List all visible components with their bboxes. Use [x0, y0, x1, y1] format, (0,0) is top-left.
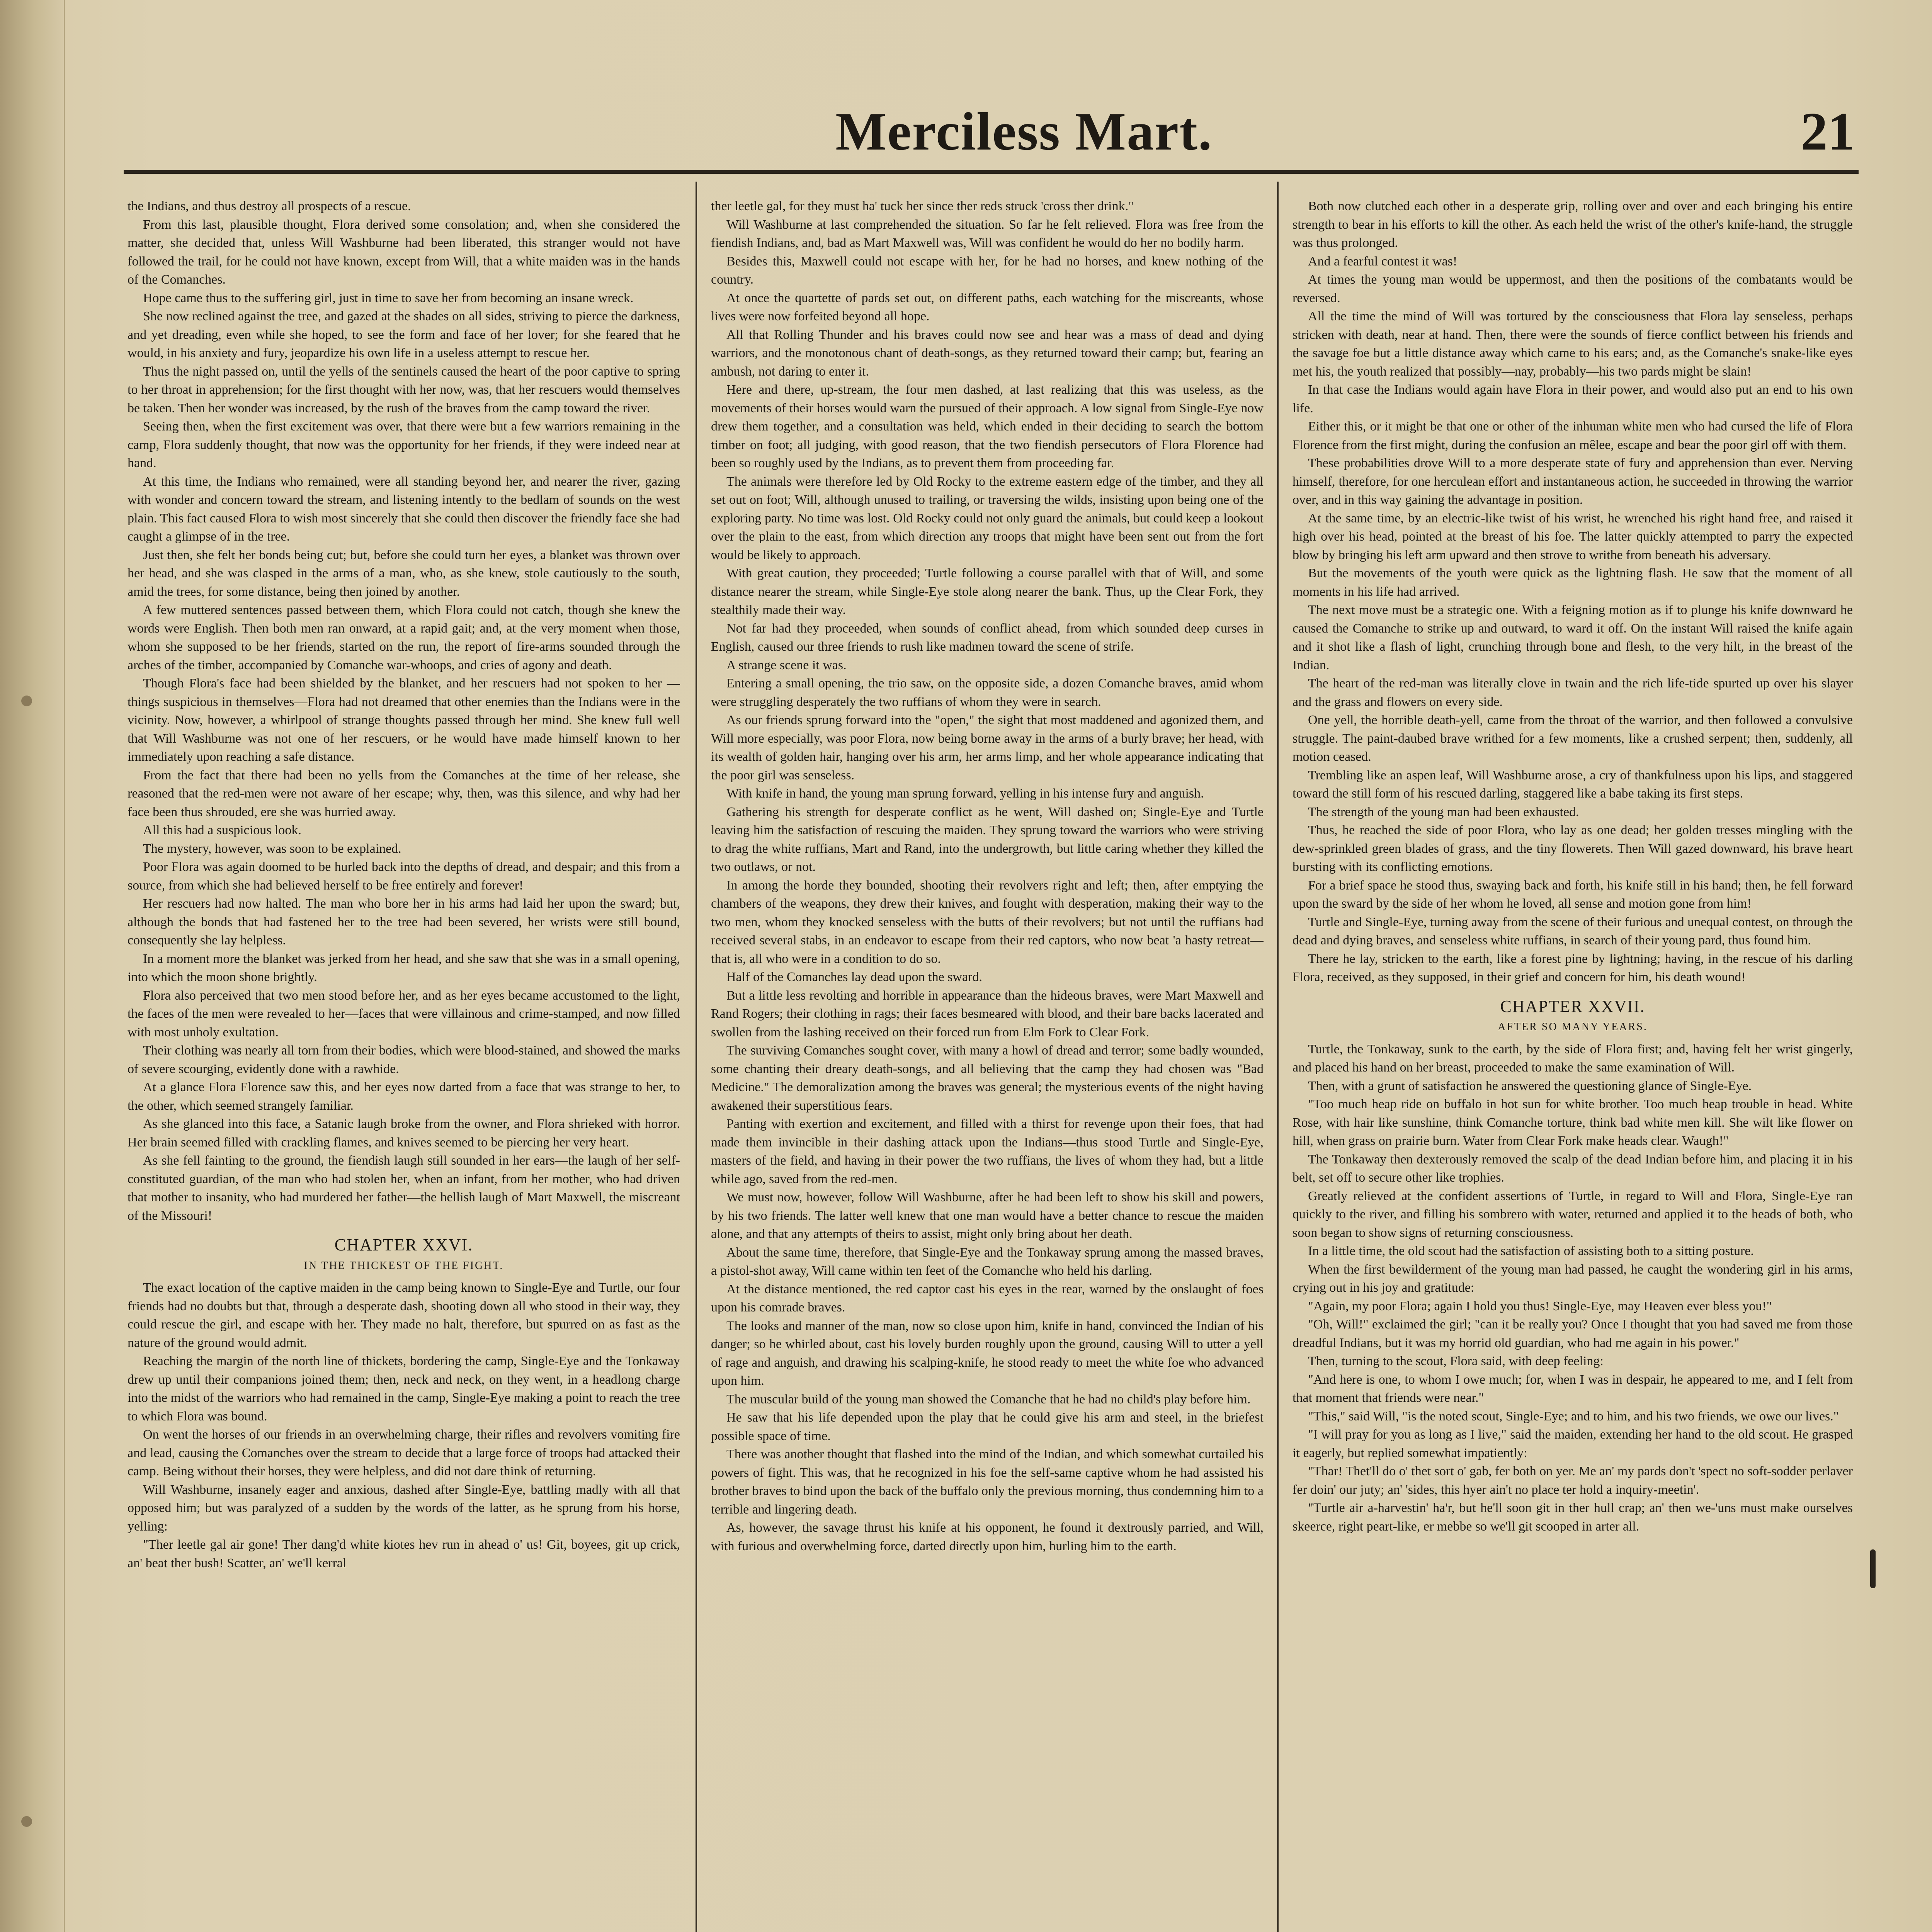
paragraph: For a brief space he stood thus, swaying back and forth, his knife still in his hand; then, he fell forward upon the sward by the side of her whom he loved, all sense and motion gone from him!: [1293, 878, 1853, 911]
paragraph: Half of the Comanches lay dead upon the sward.: [726, 970, 982, 984]
chapter-subheading: AFTER SO MANY YEARS.: [1498, 1021, 1648, 1033]
paragraph: Here and there, up-stream, the four men dashed, at last realizing that this was useless, as the movements of their horses would warn the pursued of their approach. A low signal from Single-Eye now drew them together, and a consultation was held, which ended in their deciding to search the bottom timber on foot; all judging, with good reason, that the two fiendish persecutors of Flora Florence had been so roughly used by the Indians, as to prevent them from proceeding far.: [711, 383, 1264, 470]
paragraph: There was another thought that flashed into the mind of the Indian, and which somewhat curtailed his powers of fight. This was, that he recognized in his foe the self-same captive whom he had assisted his brother braves to bind upon the back of the buffalo only the previous morning, thus condemning him to a terrible and lingering death.: [711, 1447, 1264, 1517]
paragraph: Both now clutched each other in a desperate grip, rolling over and over and each bringing his entire strength to bear in his efforts to kill the other. As each held the wrist of the other's knife-hand, the struggle was thus prolonged.: [1293, 199, 1853, 250]
binding-hole: [21, 696, 32, 706]
chapter-subheading: IN THE THICKEST OF THE FIGHT.: [304, 1259, 504, 1272]
paragraph: As, however, the savage thrust his knife at his opponent, he found it dextrously parried, and Will, with furious and overwhelming force, darted directly upon him, hurling him to the earth.: [711, 1520, 1264, 1553]
paragraph: "Thar! Thet'll do o' thet sort o' gab, fer both on yer. Me an' my pards don't 'spect no soft-sodder perlaver fer doin' our juty; an' 'sides, this hyer ain't no place ter hold a inquiry-meetin'.: [1293, 1464, 1853, 1497]
paragraph: At the same time, by an electric-like twist of his wrist, he wrenched his right hand free, and raised it high over his head, pointed at the breast of his foe. The latter quickly attempted to parry the expected blow by bringing his left arm upward and then strove to writhe from beneath his adversary.: [1293, 511, 1853, 562]
paragraph: Will Washburne, insanely eager and anxious, dashed after Single-Eye, battling madly with all that opposed him; but was paralyzed of a sudden by the words of the latter, as he sprung from his horse, yelling:: [128, 1482, 680, 1534]
paragraph: From this last, plausible thought, Flora derived some consolation; and, when she considered the matter, she decided that, unless Will Washburne had been liberated, this stranger would not have followed the trail, for he could not have known, except from Will, that a white maiden was in the hands of the Comanches.: [128, 217, 680, 287]
paragraph: In among the horde they bounded, shooting their revolvers right and left; then, after emptying the chambers of the weapons, they drew their knives, and fought with desperation, making their way to the two men, whom they knocked senseless with the butts of their revolvers; but not until the ruffians had received several stabs, in an endeavor to escape from their red captors, who now beat 'a hasty retreat—that is, all who were in a condition to do so.: [711, 878, 1264, 966]
paragraph: Turtle and Single-Eye, turning away from the scene of their furious and unequal contest, on through the dead and dying braves, and senseless white ruffians, in search of their young pard, thus found him.: [1293, 915, 1853, 947]
paragraph: Entering a small opening, the trio saw, on the opposite side, a dozen Comanche braves, amid whom were struggling desperately the two ruffians of whom they were in search.: [711, 676, 1264, 709]
page-number: 21: [1801, 102, 1855, 162]
column-divider: [1277, 182, 1279, 1932]
paragraph: All the time the mind of Will was tortured by the consciousness that Flora lay senseless, perhaps stricken with death, near at hand. Then, there were the sounds of fierce conflict between his friends and the savage foe but a little distance away which came to his ears; and, as the Comanche's snake-like eyes met his, the youth realized that possibly—nay, probably—his two pards might be slain!: [1293, 309, 1853, 379]
paragraph: Either this, or it might be that one or other of the inhuman white men who had cursed the life of Flora Florence from the first might, during the confusion an mêlee, escape and bear the poor girl off with them.: [1293, 419, 1853, 452]
paragraph: A strange scene it was.: [726, 658, 847, 672]
paragraph: The muscular build of the young man showed the Comanche that he had no child's play before him.: [726, 1392, 1251, 1406]
paragraph: The Tonkaway then dexterously removed the scalp of the dead Indian before him, and placing it in his belt, set off to secure other like trophies.: [1293, 1152, 1853, 1185]
paragraph: Greatly relieved at the confident assertions of Turtle, in regard to Will and Flora, Single-Eye ran quickly to the river, and filling his sombrero with water, returned and applied it to the heads of both, who soon began to show signs of returning consciousness.: [1293, 1189, 1853, 1240]
chapter-heading: CHAPTER XXVII.: [1500, 997, 1645, 1016]
binding-hole: [21, 1816, 32, 1827]
paragraph: Not far had they proceeded, when sounds of conflict ahead, from which sounded deep curses in English, caused our three friends to rush like madmen toward the scene of strife.: [711, 621, 1264, 654]
paragraph: "This," said Will, "is the noted scout, Single-Eye; and to him, and his two friends, we owe our lives.": [1308, 1409, 1839, 1423]
paragraph: And a fearful contest it was!: [1308, 254, 1458, 269]
paragraph: One yell, the horrible death-yell, came from the throat of the warrior, and then followed a convulsive struggle. The paint-daubed brave writhed for a few moments, like a crushed serpent; then, suddenly, all motion ceased.: [1293, 713, 1853, 764]
paragraph: The exact location of the captive maiden in the camp being known to Single-Eye and Turtle, our four friends had no doubts but that, through a desperate dash, shooting down all who stood in their way, they could rescue the girl, and escape with her. They made no halt, therefore, but spurred on as fast as the nature of the ground would admit.: [128, 1281, 680, 1350]
paragraph: "Oh, Will!" exclaimed the girl; "can it be really you? Once I thought that you had saved me from those dreadful Indians, but it was my horrid old guardian, who had me again in his power.": [1293, 1317, 1853, 1350]
paragraph: Their clothing was nearly all torn from their bodies, which were blood-stained, and showed the marks of severe scourging, evidently done with a rawhide.: [128, 1043, 680, 1076]
text-column-1: [128, 197, 680, 1932]
paragraph: Flora also perceived that two men stood before her, and as her eyes became accustomed to the light, the faces of the men were revealed to her—faces that were villainous and crime-stamped, and now filled with most unholy exultation.: [128, 988, 680, 1039]
paragraph: Gathering his strength for desperate conflict as he went, Will dashed on; Single-Eye and Turtle leaving him the satisfaction of rescuing the maiden. They sprung toward the warriors who were striving to drag the white ruffians, Mart and Rand, into the undergrowth, but little caring whether they killed the two outlaws, or not.: [711, 804, 1264, 874]
paragraph: The next move must be a strategic one. With a feigning motion as if to plunge his knife downward he caused the Comanche to strike up and outward, to ward it off. On the instant Will raised the knife again and it shot like a flash of light, crunching through bone and flesh, to the very hilt, in the breast of the Indian.: [1293, 603, 1853, 672]
paragraph: Then, with a grunt of satisfaction he answered the questioning glance of Single-Eye.: [1308, 1078, 1752, 1093]
paragraph: Panting with exertion and excitement, and filled with a thirst for revenge upon their foes, that had made them invincible in their dashing attack upon the Indians—thus stood Turtle and Single-Eye, masters of the field, and having in their power the two ruffians, the lives of whom they had, but a little while ago, saved from the red-men.: [711, 1117, 1264, 1186]
paragraph: Hope came thus to the suffering girl, just in time to save her from becoming an insane wreck.: [143, 291, 634, 305]
paragraph: As our friends sprung forward into the "open," the sight that most maddened and agonized them, and Will more especially, was poor Flora, now being borne away in the arms of a burly brave; her head, with its wealth of golden hair, hanging over his arm, her arms limp, and her whole appearance indicating that the poor girl was senseless.: [711, 713, 1264, 782]
paragraph: The heart of the red-man was literally clove in twain and the rich life-tide spurted up over his slayer and the grass and flowers on every side.: [1293, 676, 1853, 709]
paragraph: Poor Flora was again doomed to be hurled back into the depths of dread, and despair; and this from a source, from which she had believed herself to be free entirely and forever!: [128, 860, 680, 893]
paragraph: "Turtle air a-harvestin' ha'r, but he'll soon git in ther hull crap; an' then we-'uns must make ourselves skeerce, right peart-like, er mebbe so we'll git scooped in arter all.: [1293, 1501, 1853, 1534]
paragraph: "And here is one, to whom I owe much; for, when I was in despair, he appeared to me, and I felt from that moment that friends were near.": [1293, 1372, 1853, 1405]
header-rule: [124, 170, 1859, 174]
paragraph: "Ther leetle gal air gone! Ther dang'd white kiotes hev run in ahead o' us! Git, boyees, git up crick, an' beat ther bush! Scatter, an' we'll kerral: [128, 1537, 680, 1570]
paragraph: But the movements of the youth were quick as the lightning flash. He saw that the moment of all moments in his life had arrived.: [1293, 566, 1853, 599]
paragraph: From the fact that there had been no yells from the Comanches at the time of her release, she reasoned that the red-men were not aware of her escape; why, then, was this silence, and why had her face been thus shrouded, ere she was hurried away.: [128, 768, 680, 819]
page-header-title: Merciless Mart.: [835, 102, 1213, 162]
paragraph: "I will pray for you as long as I live," said the maiden, extending her hand to the old scout. He grasped it eagerly, but replied somewhat impatiently:: [1293, 1427, 1853, 1460]
paragraph: At a glance Flora Florence saw this, and her eyes now darted from a face that was strange to her, to the other, which seemed strangely familiar.: [128, 1080, 680, 1113]
paragraph: "Again, my poor Flora; again I hold you thus! Single-Eye, may Heaven ever bless you!": [1308, 1299, 1772, 1313]
paragraph: Will Washburne at last comprehended the situation. So far he felt relieved. Flora was free from the fiendish Indians, and, bad as Mart Maxwell was, Will was confident he would do her no bodily harm.: [711, 217, 1264, 250]
chapter-heading: CHAPTER XXVI.: [334, 1235, 473, 1254]
paragraph: All this had a suspicious look.: [143, 823, 301, 837]
paragraph: The strength of the young man had been exhausted.: [1308, 804, 1579, 819]
ink-mark: [1870, 1549, 1876, 1588]
paragraph: At this time, the Indians who remained, were all standing beyond her, and nearer the river, gazing with wonder and concern toward the stream, and listening intently to the bedlam of sounds on the west plain. This fact caused Flora to wish most sincerely that she could then discover the friendly face she had caught a glimpse of in the tree.: [128, 474, 680, 544]
paragraph: As she fell fainting to the ground, the fiendish laugh still sounded in her ears—the laugh of her self-constituted guardian, of the man who had stolen her, when an infant, from her mother, who had driven that mother to insanity, who had murdered her father—the hellish laugh of Mart Maxwell, the miscreant of the Missouri!: [128, 1153, 680, 1223]
paragraph: As she glanced into this face, a Satanic laugh broke from the owner, and Flora shrieked with horror. Her brain seemed filled with crackling flames, and knives seemed to be piercing her very heart.: [128, 1117, 680, 1150]
paragraph: "Too much heap ride on buffalo in hot sun for white brother. Too much heap trouble in head. White Rose, with hair like sunshine, think Comanche torture, think bad white men kill. She wilt like flower on hill, when grass on prairie burn. Water from Clear Fork make heads clear. Waugh!": [1293, 1097, 1853, 1148]
paragraph: At times the young man would be uppermost, and then the positions of the combatants would be reversed.: [1293, 272, 1853, 305]
paragraph: All that Rolling Thunder and his braves could now see and hear was a mass of dead and dying warriors, and the monotonous chant of death-songs, as they returned toward their camp; but, fearing an ambush, not daring to enter it.: [711, 327, 1264, 379]
paragraph: Besides this, Maxwell could not escape with her, for he had no horses, and knew nothing of the country.: [711, 254, 1264, 287]
paragraph: But a little less revolting and horrible in appearance than the hideous braves, were Mart Maxwell and Rand Rogers; their clothing in rags; their faces besmeared with blood, and their bare backs lacerated and swollen from the lashing received on their forced run from Elm Fork to Clear Fork.: [711, 988, 1264, 1039]
paragraph: Thus, he reached the side of poor Flora, who lay as one dead; her golden tresses mingling with the dew-sprinkled green blades of grass, and the tiny flowerets. Then Will gazed downward, his brave heart bursting with its conflicting emotions.: [1293, 823, 1853, 874]
paragraph: Seeing then, when the first excitement was over, that there were but a few warriors remaining in the camp, Flora suddenly thought, that now was the opportunity for her friends, if they were indeed near at hand.: [128, 419, 680, 470]
paragraph: A few muttered sentences passed between them, which Flora could not catch, though she knew the words were English. Then both men ran onward, at a rapid gait; and, at the very moment when those, whom she supposed to be her friends, started on the run, the report of fire-arms sounded through the arches of the timber, accompanied by Comanche war-whoops, and cries of agony and death.: [128, 603, 680, 672]
paragraph: The surviving Comanches sought cover, with many a howl of dread and terror; some badly wounded, some chanting their dreary death-songs, and all believing that the camp they had chosen was "Bad Medicine." The demoralization among the braves was general; the mysterious events of the night having awakened their superstitious fears.: [711, 1043, 1264, 1113]
paragraph: Her rescuers had now halted. The man who bore her in his arms had laid her upon the sward; but, although the bonds that had fastened her to the tree had been severed, her wrists were still bound, consequently she lay helpless.: [128, 896, 680, 947]
paragraph: With great caution, they proceeded; Turtle following a course parallel with that of Will, and some distance nearer the stream, while Single-Eye stole along nearer the bank. Thus, up the Clear Fork, they stealthily made their way.: [711, 566, 1264, 617]
paragraph: Just then, she felt her bonds being cut; but, before she could turn her eyes, a blanket was thrown over her head, and she was clasped in the arms of a man, who, as she knew, stole cautiously to the south, amid the trees, for some distance, being then joined by another.: [128, 548, 680, 599]
paragraph: About the same time, therefore, that Single-Eye and the Tonkaway sprung among the massed braves, a pistol-shot away, Will came within ten feet of the Comanche who held his darling.: [711, 1245, 1264, 1278]
paragraph: On went the horses of our friends in an overwhelming charge, their rifles and revolvers vomiting fire and lead, causing the Comanches over the stream to decide that a large force of troops had attacked their camp. Being without their horses, they were helpless, and did not dare think of returning.: [128, 1427, 680, 1478]
paragraph: When the first bewilderment of the young man had passed, he caught the wondering girl in his arms, crying out in his joy and gratitude:: [1293, 1262, 1853, 1295]
paragraph: Reaching the margin of the north line of thickets, bordering the camp, Single-Eye and the Tonkaway drew up until their companions joined them; then, neck and neck, on they went, in a headlong charge into the midst of the warriors who had remained in the camp, Single-Eye making a point to reach the tree to which Flora was bound.: [128, 1354, 680, 1423]
paragraph: With knife in hand, the young man sprung forward, yelling in his intense fury and anguish.: [726, 786, 1204, 801]
text-column-3: [1293, 197, 1853, 1932]
paragraph: In that case the Indians would again have Flora in their power, and would also put an end to his own life.: [1293, 383, 1853, 415]
paragraph: The looks and manner of the man, now so close upon him, knife in hand, convinced the Indian of his danger; so he whirled about, cast his lovely burden roughly upon the ground, causing Will to utter a yell of rage and anguish, and drawing his scalping-knife, he stood ready to meet the white foe who advanced upon him.: [711, 1318, 1264, 1388]
paragraph: At the distance mentioned, the red captor cast his eyes in the rear, warned by the onslaught of foes upon his comrade braves.: [711, 1282, 1264, 1315]
paragraph: ther leetle gal, for they must ha' tuck her since ther reds struck 'cross ther drink.": [711, 199, 1134, 213]
paragraph: Turtle, the Tonkaway, sunk to the earth, by the side of Flora first; and, having felt her wrist gingerly, and placed his hand on her breast, proceeded to make the same examination of Will.: [1293, 1042, 1853, 1075]
paragraph: Though Flora's face had been shielded by the blanket, and her rescuers had not spoken to her — things suspicious in themselves—Flora had not dreamed that other enemies than the Indians were in the vicinity. Now, however, a whirlpool of strange thoughts passed through her mind. She knew full well that Will Washburne was not one of her rescuers, or he would have made himself known to her immediately upon reaching a safe distance.: [128, 676, 680, 764]
text-column-2: [711, 197, 1264, 1932]
paragraph: In a moment more the blanket was jerked from her head, and she saw that she was in a small opening, into which the moon shone brightly.: [128, 951, 680, 984]
paragraph: Then, turning to the scout, Flora said, with deep feeling:: [1308, 1354, 1604, 1368]
paragraph: We must now, however, follow Will Washburne, after he had been left to show his skill and powers, by his two friends. The latter well knew that one man would have a better chance to rescue the maiden alone, and that any attempts of theirs to assist, might only bring about her death.: [711, 1190, 1264, 1241]
paragraph: the Indians, and thus destroy all prospects of a rescue.: [128, 199, 411, 213]
paragraph: Thus the night passed on, until the yells of the sentinels caused the heart of the poor captive to spring to her throat in apprehension; for the first thought with her now, was, that her rescuers would themselves be taken. Then her wonder was increased, by the rush of the braves from the camp toward the river.: [128, 364, 680, 415]
paragraph: At once the quartette of pards set out, on different paths, each watching for the miscreants, whose lives were now forfeited beyond all hope.: [711, 291, 1264, 323]
column-divider: [696, 182, 697, 1932]
paragraph: There he lay, stricken to the earth, like a forest pine by lightning; having, in the rescue of his darling Flora, received, as they supposed, in their grief and concern for him, his death wound!: [1293, 951, 1853, 984]
paragraph: He saw that his life depended upon the play that he could give his arm and steel, in the briefest possible space of time.: [711, 1410, 1264, 1443]
paragraph: She now reclined against the tree, and gazed at the shades on all sides, striving to pierce the darkness, and yet dreading, even while she hoped, to see the form and face of her lover; for she feared that he would, in his anxiety and fury, jeopardize his own life in a useless attempt to rescue her.: [128, 309, 680, 360]
paragraph: In a little time, the old scout had the satisfaction of assisting both to a sitting posture.: [1308, 1244, 1754, 1258]
paragraph: The mystery, however, was soon to be explained.: [143, 841, 401, 856]
paragraph: These probabilities drove Will to a more desperate state of fury and apprehension than ever. Nerving himself, therefore, for one herculean effort and instantaneous action, he succeeded in throwing the warrior over, and in this way gaining the advantage in position.: [1293, 456, 1853, 507]
page-binding-margin: [0, 0, 65, 1932]
paragraph: The animals were therefore led by Old Rocky to the extreme eastern edge of the timber, and they all set out on foot; Will, although unused to trailing, or traversing the wilds, insisting upon being one of the exploring party. No time was lost. Old Rocky could not only guard the animals, but could keep a lookout over the plain to the east, from which direction any troops that might have been sent out from the fort would be likely to approach.: [711, 474, 1264, 562]
paragraph: Trembling like an aspen leaf, Will Washburne arose, a cry of thankfulness upon his lips, and staggered toward the still form of his rescued darling, staggered like a babe taking its first steps.: [1293, 768, 1853, 801]
